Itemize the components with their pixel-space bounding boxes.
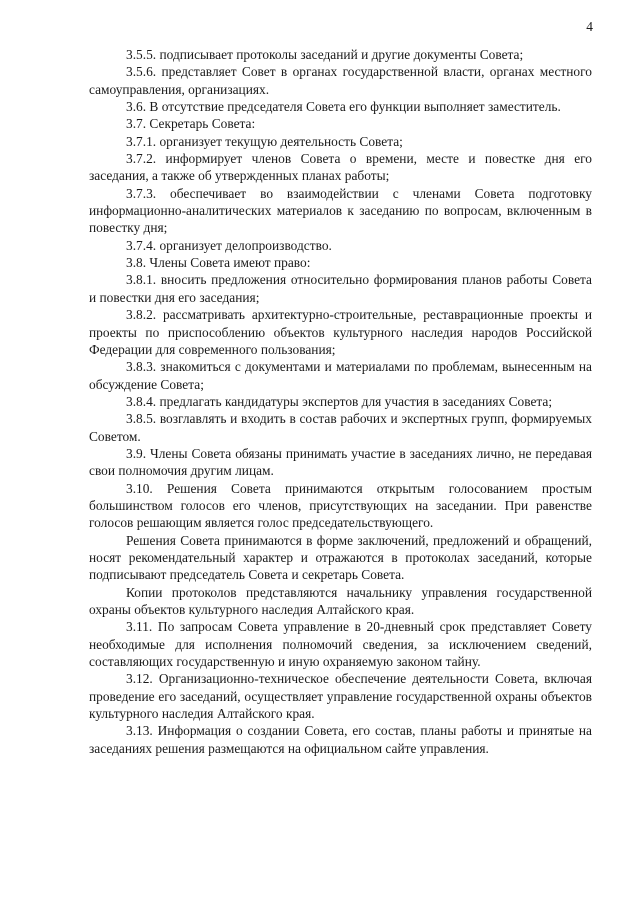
paragraph-3-7-3: 3.7.3. обеспечивает во взаимодействии с членами Совета подготовку информационно-аналитических материалов к заседанию по вопросам, включенным в повестку дня; — [89, 185, 592, 236]
paragraph-3-10: 3.10. Решения Совета принимаются открытым голосованием простым большинством голосов его членов, присутствующих на заседании. При равенстве голосов решающим является голос председательствующего. — [89, 480, 592, 531]
paragraph-3-7-1: 3.7.1. организует текущую деятельность Совета; — [126, 133, 403, 149]
paragraph-3-5-5: 3.5.5. подписывает протоколы заседаний и другие документы Совета; — [126, 47, 524, 62]
paragraph-3-6: 3.6. В отсутствие председателя Совета его функции выполняет заместитель. — [126, 99, 561, 115]
paragraph-3-5-6: 3.5.6. представляет Совет в органах государственной власти, органах местного самоуправления, организациях. — [89, 64, 592, 97]
paragraph-3-8-4: 3.8.4. предлагать кандидатуры экспертов для участия в заседаниях Совета; — [126, 393, 553, 409]
paragraph-3-11: 3.11. По запросам Совета управление в 20-дневный срок представляет Совету необходимые для исполнения полномочий сведения, за исключением сведений, составляющих государственную и иную охраняемую законом тайну. — [89, 619, 592, 670]
paragraph-3-8: 3.8. Члены Совета имеют право: — [126, 255, 311, 271]
document-body — [89, 46, 592, 757]
paragraph-3-7-4: 3.7.4. организует делопроизводство. — [126, 237, 332, 253]
paragraph-3-10-copies: Копии протоколов представляются начальнику управления государственной охраны объектов культурного наследия Алтайского края. — [89, 584, 592, 617]
paragraph-3-10-decisions: Решения Совета принимаются в форме заключений, предложений и обращений, носят рекомендательный характер и отражаются в протоколах заседаний, которые подписывают председатель Совета и секретарь Совета. — [89, 532, 592, 583]
paragraph-3-8-1: 3.8.1. вносить предложения относительно формирования планов работы Совета и повестки дня его заседания; — [89, 272, 592, 305]
paragraph-3-8-3: 3.8.3. знакомиться с документами и материалами по проблемам, вынесенным на обсуждение Совета; — [89, 359, 592, 392]
paragraph-3-8-2: 3.8.2. рассматривать архитектурно-строительные, реставрационные проекты и проекты по приспособлению объектов культурного наследия народов Российской Федерации для современного пользования; — [89, 307, 592, 357]
paragraph-3-8-5: 3.8.5. возглавлять и входить в состав рабочих и экспертных групп, формируемых Советом. — [89, 411, 592, 444]
paragraph-3-9: 3.9. Члены Совета обязаны принимать участие в заседаниях лично, не передавая свои полномочия другим лицам. — [89, 445, 592, 479]
paragraph-3-7: 3.7. Секретарь Совета: — [126, 116, 256, 132]
page-number: 4 — [586, 19, 593, 34]
paragraph-3-13: 3.13. Информация о создании Совета, его состав, планы работы и принятые на заседаниях решения размещаются на официальном сайте управления. — [89, 723, 592, 756]
paragraph-3-7-2: 3.7.2. информирует членов Совета о времени, месте и повестке дня его заседания, а также об утвержденных планах работы; — [89, 151, 592, 184]
paragraph-3-12: 3.12. Организационно-техническое обеспечение деятельности Совета, включая проведение его заседаний, осуществляет управление государственной охраны объектов культурного наследия Алтайского края. — [89, 671, 592, 722]
